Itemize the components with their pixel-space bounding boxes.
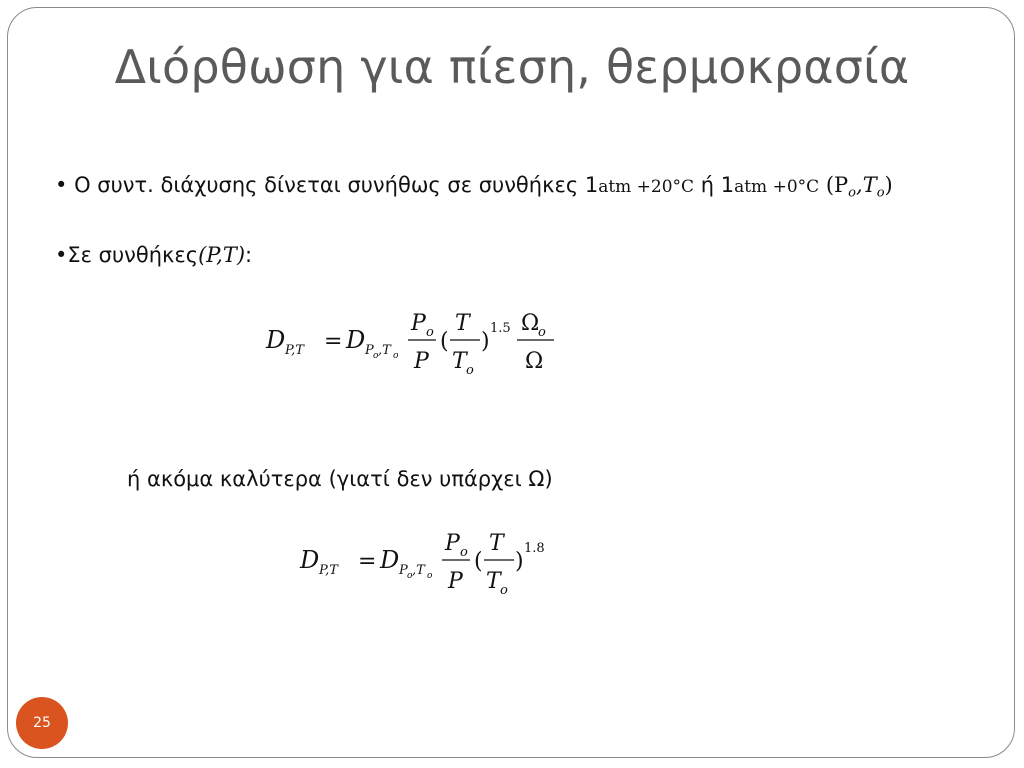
svg-text:o: o [538, 325, 546, 340]
eq2-frac2-den: T [486, 569, 501, 594]
condition-0c: atm +0°C [734, 177, 820, 197]
slide-title: Διόρθωση για πίεση, θερμοκρασία [114, 40, 910, 94]
eq2-rparen: ) [515, 549, 524, 574]
equation-1-svg [262, 302, 582, 382]
eq2-rhs: D [380, 546, 400, 574]
eq2-frac1-den: P [448, 569, 463, 594]
state-pt: (P,T) [198, 243, 246, 267]
eq2-lparen: ( [474, 549, 483, 574]
note-better-formula: ή ακόμα καλύτερα (γιατί δεν υπάρχει Ω) [127, 467, 553, 491]
bullet-text: Ο συντ. διάχυσης δίνεται συνήθως σε συνθήκες 1 [74, 173, 599, 197]
eq1-lhs-sub: P,T [285, 343, 304, 358]
eq1-frac3-num: Ω [521, 311, 540, 336]
eq1-frac2-den: T [452, 349, 467, 374]
eq2-equals: = [358, 549, 377, 574]
reference-state: $(P_o,T_o)$ [825, 173, 893, 201]
equation-without-omega [296, 522, 556, 602]
svg-text:,T: ,T [412, 563, 425, 578]
eq1-rhs: D [346, 326, 366, 354]
eq1-equals: = [324, 329, 343, 354]
eq2-frac2-num: T [489, 531, 504, 556]
condition-20c: atm +20°C [598, 177, 695, 197]
eq1-lhs: D [266, 326, 286, 354]
eq1-exponent: 1.5 [490, 321, 511, 336]
eq1-lparen: ( [440, 329, 449, 354]
colon: : [245, 243, 253, 267]
slide-frame [7, 7, 1015, 758]
equation-2-svg [296, 522, 556, 602]
or-text: ή 1 [694, 173, 735, 197]
eq2-lhs: D [300, 546, 320, 574]
eq2-frac1-num: P [445, 531, 460, 556]
eq2-exponent: 1.8 [524, 541, 545, 556]
svg-text:o: o [373, 351, 379, 361]
svg-text:o: o [466, 363, 474, 378]
bullet-text: Σε συνθήκες [67, 243, 199, 267]
svg-text:o: o [407, 571, 413, 581]
bullet-marker: • [55, 173, 68, 197]
equation-with-omega [262, 302, 582, 382]
eq1-rhs-sub: P [365, 343, 374, 358]
eq1-frac1-num: P [411, 311, 426, 336]
eq2-lhs-sub: P,T [319, 563, 338, 578]
eq1-rparen: ) [481, 329, 490, 354]
eq1-frac3-den: Ω [525, 349, 544, 374]
bullet-diffusion-conditions [55, 173, 893, 201]
bullet-conditions-pt [55, 243, 252, 267]
svg-text:o: o [500, 583, 508, 598]
bullet-marker: • [55, 243, 68, 267]
eq1-frac1-den: P [414, 349, 429, 374]
page-number-badge: 25 [16, 697, 68, 749]
eq2-rhs-sub: P [399, 563, 408, 578]
svg-text:o: o [393, 351, 399, 361]
svg-text:o: o [426, 325, 434, 340]
eq1-frac2-num: T [455, 311, 470, 336]
svg-text:o: o [460, 545, 468, 560]
svg-text:,T: ,T [378, 343, 391, 358]
svg-text:o: o [427, 571, 433, 581]
